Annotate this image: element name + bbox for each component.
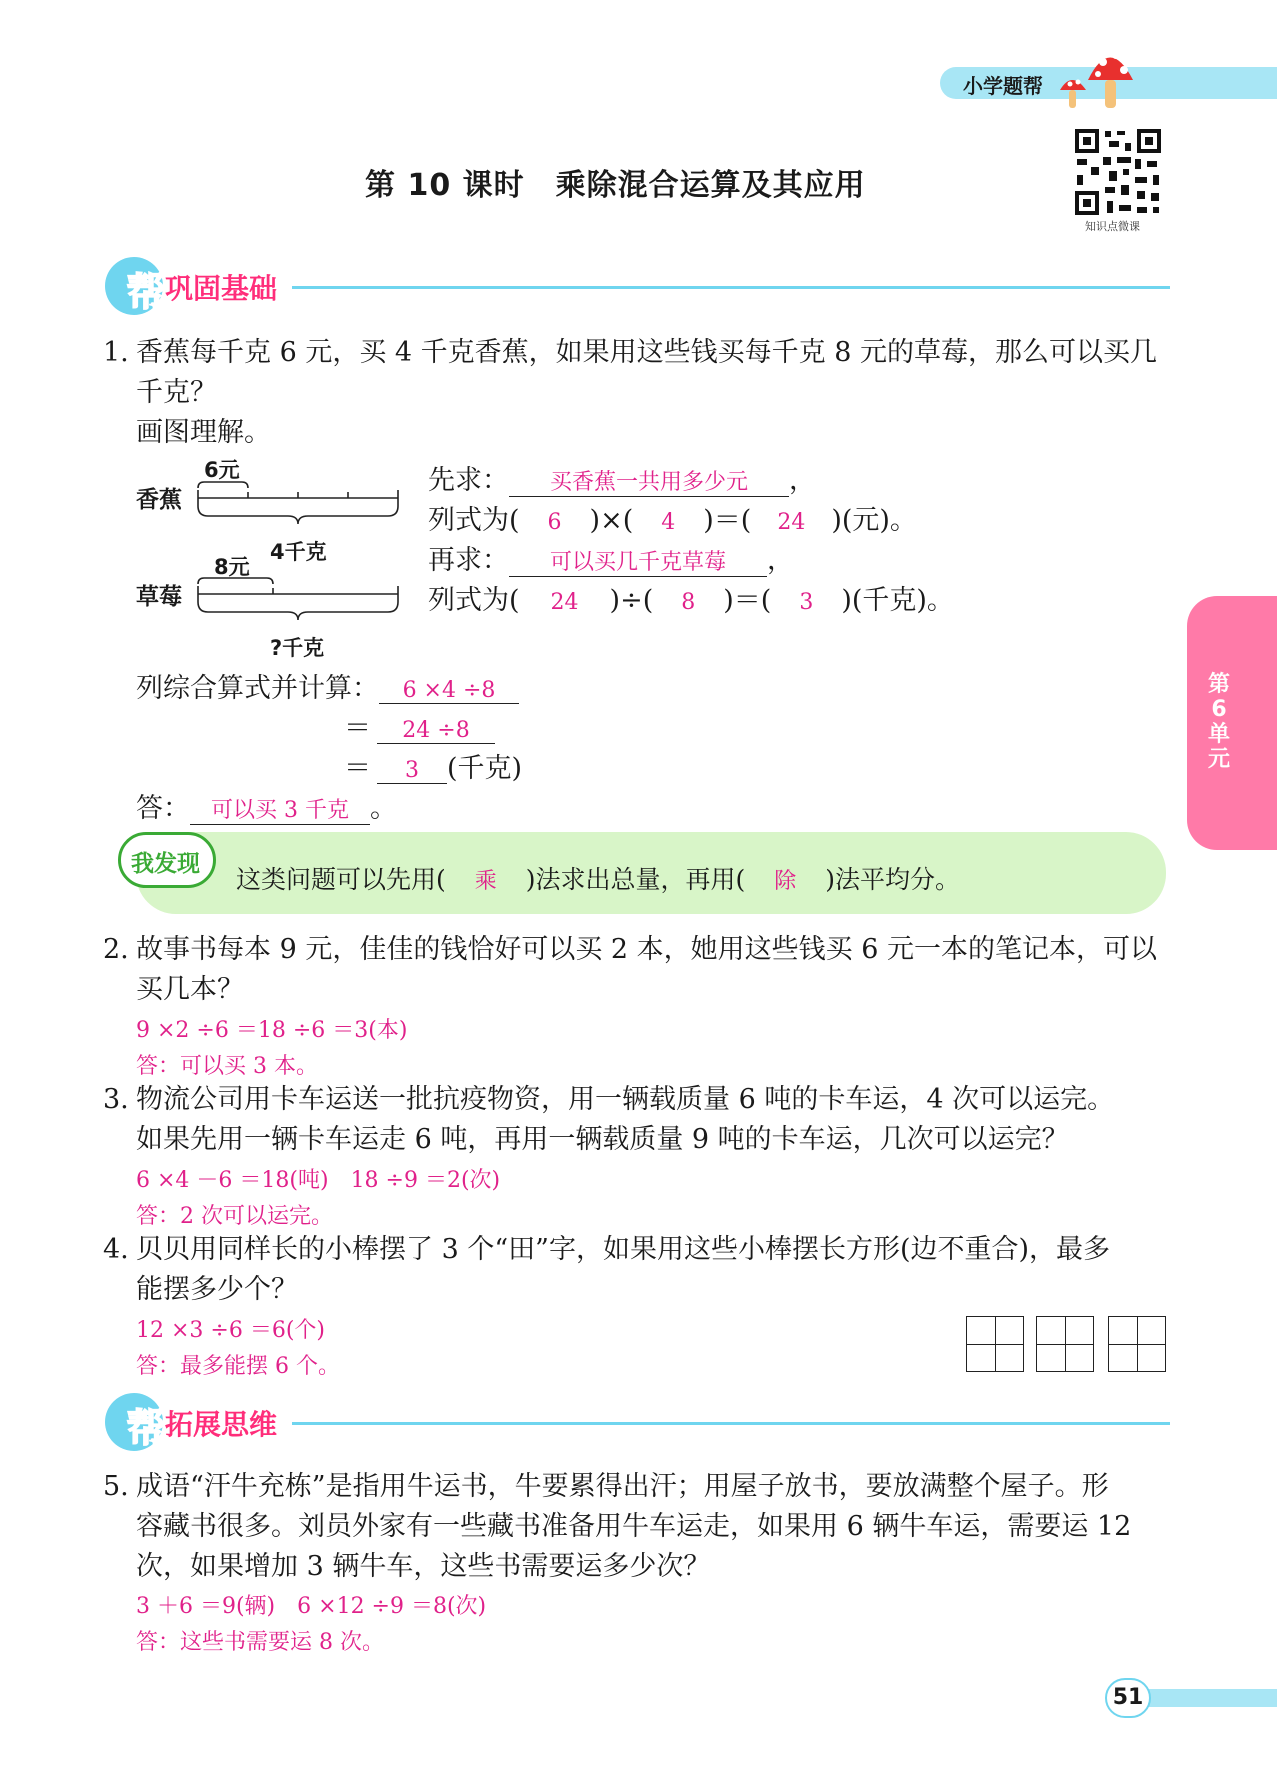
answer-blank[interactable]: 6	[547, 510, 562, 535]
work-line: 12 ×3 ÷6 ＝6(个)	[136, 1318, 325, 1343]
question-number: 4.	[103, 1234, 129, 1265]
section-divider	[292, 1422, 1170, 1425]
combined-step-2[interactable]: 24 ÷8	[377, 718, 495, 744]
unit-label: (千克)	[447, 753, 523, 784]
unit-side-tab	[1187, 596, 1277, 850]
answer-blank[interactable]: 可以买 3 千克	[190, 793, 370, 825]
tian-grid-figure	[966, 1316, 1024, 1372]
question-3	[103, 1080, 1183, 1160]
discovery-badge-text: 我发现	[131, 851, 200, 877]
question-4	[103, 1230, 1183, 1310]
question-text: 容藏书很多。刘员外家有一些藏书准备用牛车运走，如果用 6 辆牛车运，需要运 12	[136, 1511, 1132, 1542]
question-text: 千克？	[136, 377, 217, 408]
footer-bar	[1130, 1689, 1277, 1707]
question-2	[103, 930, 1183, 1010]
equation-text: 列式为(	[428, 585, 520, 616]
qr-caption: 知识点微课	[1085, 220, 1140, 233]
equation-text: )＝(	[723, 585, 772, 616]
answer-blank[interactable]: 8	[681, 590, 696, 615]
question-number: 3.	[103, 1084, 129, 1115]
section-title: 巩固基础	[165, 272, 278, 305]
answer-blank[interactable]: 除	[774, 869, 797, 894]
qr-code-icon	[1073, 127, 1163, 217]
diagram-label-strawberry-price: 8元	[214, 555, 250, 579]
work-line: 3 ＋6 ＝9(辆) 6 ×12 ÷9 ＝8(次)	[136, 1594, 487, 1619]
work-line: 6 ×4 －6 ＝18(吨) 18 ÷9 ＝2(次)	[136, 1168, 501, 1193]
question-text: 成语“汗牛充栋”是指用牛运书，牛要累得出汗；用屋子放书，要放满整个屋子。形	[136, 1471, 1109, 1502]
combined-step-3[interactable]: 3	[377, 758, 447, 784]
question-text: 买几本？	[136, 974, 244, 1005]
section-header-extend	[105, 1393, 305, 1453]
discovery-text-part: )法平均分。	[825, 865, 961, 894]
first-step-answer[interactable]: 买香蕉一共用多少元	[509, 465, 789, 497]
answer-blank[interactable]: 3	[799, 590, 814, 615]
answer-line: 答：最多能摆 6 个。	[136, 1354, 340, 1379]
equation-text: )(元)。	[831, 505, 917, 536]
answer-line: 答：2 次可以运完。	[136, 1204, 333, 1229]
combined-label: 列综合算式并计算：	[136, 673, 379, 704]
answer-blank[interactable]: 乘	[474, 869, 497, 894]
question-5	[103, 1467, 1183, 1587]
page-number: 51	[1112, 1685, 1144, 1710]
question-text: 物流公司用卡车运送一批抗疫物资，用一辆载质量 6 吨的卡车运，4 次可以运完。	[136, 1084, 1115, 1115]
question-text: 能摆多少个？	[136, 1274, 298, 1305]
question-text: 如果先用一辆卡车运走 6 吨，再用一辆载质量 9 吨的卡车运，几次可以运完？	[136, 1124, 1069, 1155]
question-text: 故事书每本 9 元，佳佳的钱恰好可以买 2 本，她用这些钱买 6 元一本的笔记本，可以	[136, 934, 1158, 965]
diagram-label-banana: 香蕉	[136, 487, 182, 513]
side-tab-text: 第	[1207, 672, 1230, 697]
question-number: 1.	[103, 337, 129, 368]
section-header-basic	[105, 257, 305, 317]
section-badge-text: 帮	[127, 270, 166, 314]
equation-text: )÷(	[609, 585, 654, 616]
equation-text: 列式为(	[428, 505, 520, 536]
first-step-row	[428, 458, 816, 497]
equation-text: )(千克)。	[841, 585, 954, 616]
question-text: 贝贝用同样长的小棒摆了 3 个“田”字，如果用这些小棒摆长方形(边不重合)，最多	[136, 1234, 1111, 1265]
combined-calc-row	[344, 746, 522, 785]
question-number: 2.	[103, 934, 129, 965]
diagram-label-banana-price: 6元	[204, 458, 240, 482]
page-title: 第 10 课时 乘除混合运算及其应用	[365, 168, 866, 203]
second-step-row	[428, 538, 794, 577]
section-title: 拓展思维	[165, 1408, 278, 1441]
section-divider	[292, 286, 1170, 289]
combined-calc-row	[344, 706, 495, 745]
tian-grid-figure	[1108, 1316, 1166, 1372]
header-brand: 小学题帮	[963, 74, 1043, 98]
mushroom-icon	[1058, 40, 1148, 115]
answer-blank[interactable]: 24	[777, 510, 806, 535]
work-line: 9 ×2 ÷6 ＝18 ÷6 ＝3(本)	[136, 1018, 408, 1043]
second-step-label: 再求：	[428, 545, 509, 576]
punctuation: ，	[789, 465, 816, 496]
diagram-label-banana-total: 4千克	[270, 540, 327, 564]
question-1	[103, 333, 1183, 453]
side-tab-text: 元	[1207, 747, 1230, 772]
combined-calc-row	[136, 666, 519, 705]
combined-step-1[interactable]: 6 ×4 ÷8	[379, 678, 519, 704]
answer-label: 答：	[136, 793, 190, 824]
discovery-text	[236, 860, 960, 896]
first-step-label: 先求：	[428, 465, 509, 496]
question-text: 香蕉每千克 6 元，买 4 千克香蕉，如果用这些钱买每千克 8 元的草莓，那么可以买几	[136, 337, 1158, 368]
punctuation: 。	[370, 793, 397, 824]
draw-label: 画图理解。	[136, 417, 271, 448]
equals-sign: ＝	[344, 753, 371, 784]
discovery-badge	[118, 832, 216, 888]
second-step-answer[interactable]: 可以买几千克草莓	[509, 545, 767, 577]
equation-1	[428, 498, 917, 537]
question-number: 5.	[103, 1471, 129, 1502]
answer-line: 答：可以买 3 本。	[136, 1054, 318, 1079]
answer-blank[interactable]: 24	[550, 590, 579, 615]
equation-text: )×(	[589, 505, 634, 536]
side-tab-text: 单	[1207, 722, 1230, 747]
equals-sign: ＝	[344, 713, 371, 744]
discovery-text-part: )法求出总量，再用(	[525, 865, 746, 894]
equation-2	[428, 578, 954, 617]
page-number-badge	[1105, 1678, 1151, 1718]
diagram-label-strawberry-total: ?千克	[270, 636, 325, 660]
answer-row	[136, 786, 397, 825]
diagram-label-strawberry: 草莓	[136, 584, 182, 610]
side-tab-text: 6	[1211, 697, 1227, 722]
punctuation: ，	[767, 545, 794, 576]
segment-diagram	[190, 480, 410, 640]
answer-line: 答：这些书需要运 8 次。	[136, 1630, 384, 1655]
discovery-text-part: 这类问题可以先用(	[236, 865, 446, 894]
equation-text: )＝(	[703, 505, 752, 536]
section-badge-text: 帮	[127, 1406, 166, 1450]
question-text: 次，如果增加 3 辆牛车，这些书需要运多少次？	[136, 1551, 711, 1582]
answer-blank[interactable]: 4	[661, 510, 676, 535]
tian-grid-figure	[1036, 1316, 1094, 1372]
